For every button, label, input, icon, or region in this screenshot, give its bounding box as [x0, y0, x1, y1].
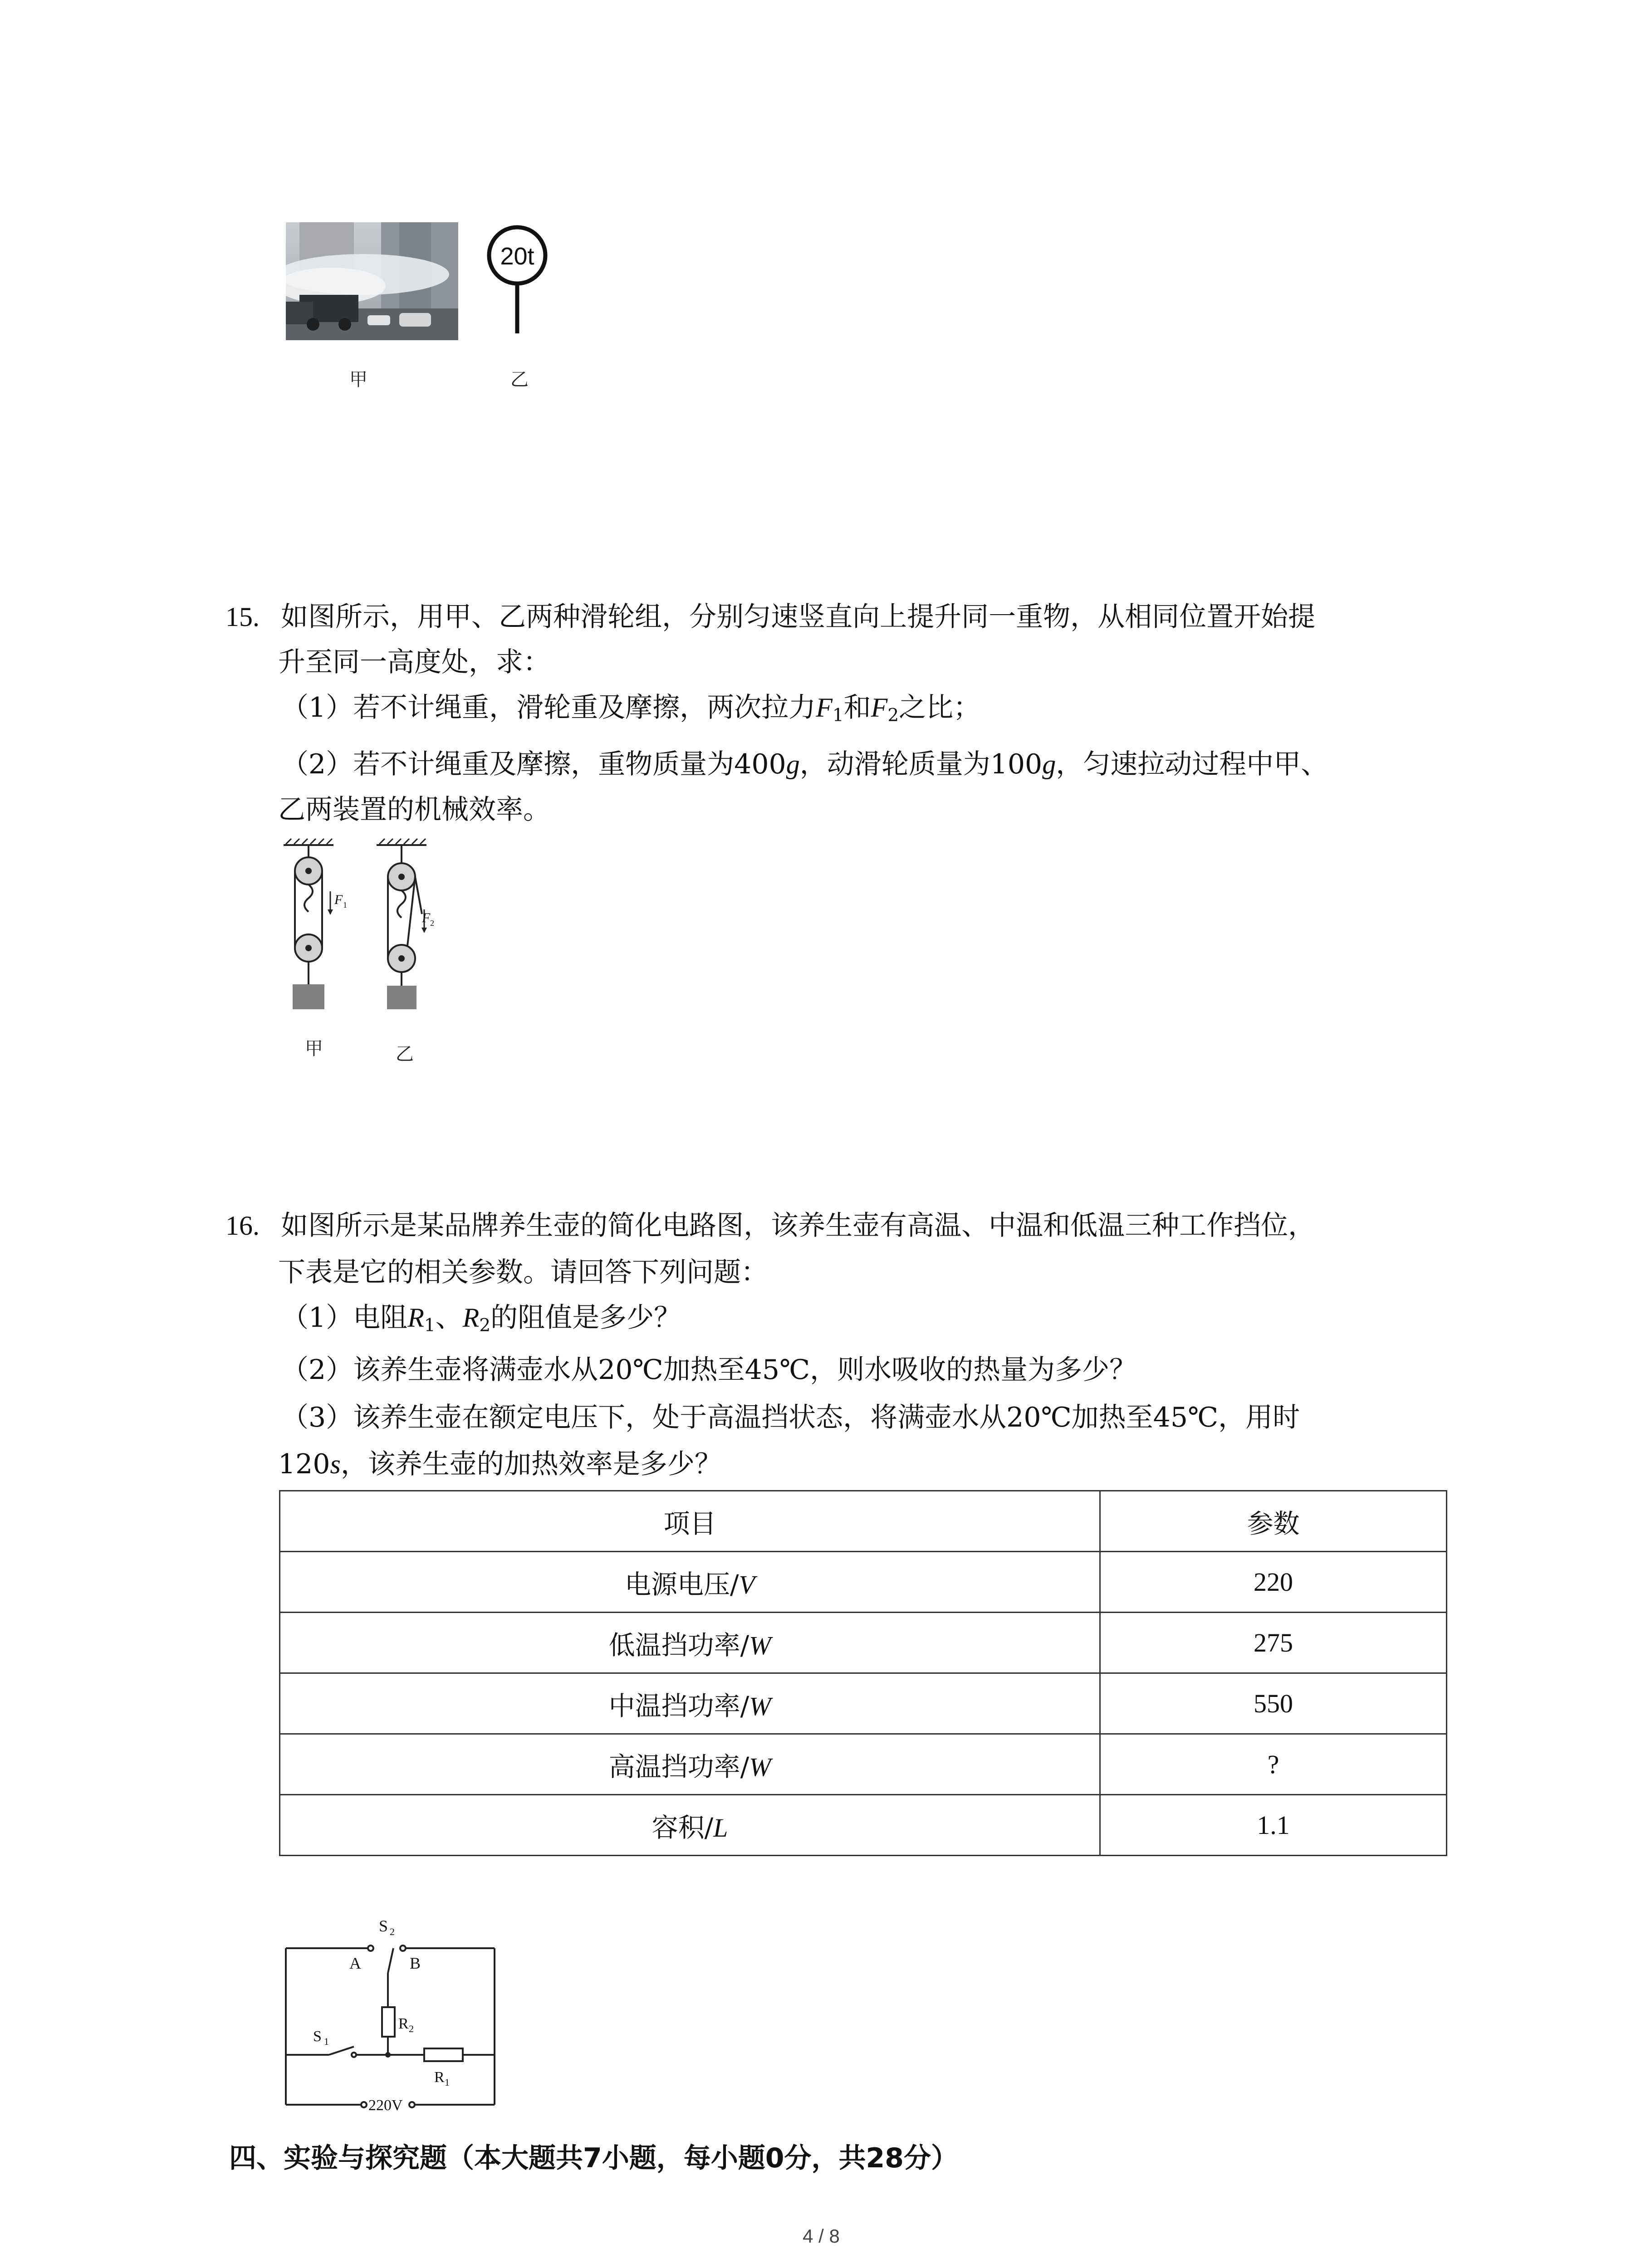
var-s: s — [330, 1449, 341, 1479]
q15-sub1-end: 之比； — [899, 692, 981, 723]
q15-stem-1: 如图所示，用甲、乙两种滑轮组，分别匀速竖直向上提升同一重物，从相同位置开始提 — [281, 601, 1316, 633]
var-F2-sub: 2 — [887, 705, 899, 726]
row-unit: W — [749, 1691, 771, 1721]
q15-sub1-text: （1）若不计绳重，滑轮重及摩擦，两次拉力 — [281, 692, 816, 723]
var-F1-sub: 1 — [832, 705, 844, 726]
table-cell-label — [280, 1613, 1100, 1673]
page-number: 4 / 8 — [803, 2225, 840, 2247]
table-row — [280, 1795, 1447, 1856]
table-row — [280, 1613, 1447, 1673]
table-cell-label — [280, 1552, 1100, 1613]
weight-limit-sign — [483, 225, 551, 336]
table-cell-label — [280, 1795, 1100, 1856]
row-unit: W — [749, 1752, 771, 1782]
var-g2: g — [1042, 749, 1056, 779]
row-unit: W — [749, 1630, 771, 1660]
q16-sub3: （3）该养生壶在额定电压下，处于高温挡状态，将满壶水从20℃加热至45℃，用时 — [281, 1402, 1300, 1433]
row-label: 容积/ — [652, 1812, 714, 1843]
var-F2: F — [871, 693, 888, 723]
row-label: 中温挡功率/ — [608, 1690, 749, 1721]
parameter-table — [279, 1490, 1447, 1856]
q15-sub1-and: 和 — [843, 692, 871, 723]
q15-sub2-line2: 乙两装置的机械效率。 — [278, 794, 550, 826]
q16-number: 16. — [225, 1211, 260, 1241]
var-g1: g — [786, 749, 800, 779]
circuit-label-B: B — [410, 1954, 421, 1972]
circuit-label-S1: S — [313, 2028, 322, 2045]
table-header-item: 项目 — [280, 1491, 1100, 1552]
table-cell-value: 1.1 — [1100, 1795, 1447, 1856]
circuit-label-S2: S — [379, 1917, 388, 1935]
fig-label-F2: F — [422, 910, 431, 925]
table-cell-value: 275 — [1100, 1613, 1447, 1673]
row-unit: V — [739, 1569, 755, 1599]
figure14-caption-left: 甲 — [349, 369, 367, 390]
q16-line1 — [225, 1210, 1316, 1242]
table-cell-label — [280, 1673, 1100, 1734]
row-label: 高温挡功率/ — [608, 1751, 749, 1782]
q15-sub1 — [281, 694, 980, 724]
photo-truck-graphic — [286, 222, 458, 340]
section-heading: 四、实验与探究题（本大题共7小题，每小题0分，共28分） — [229, 2142, 958, 2174]
table-cell-value: 220 — [1100, 1552, 1447, 1613]
circuit-diagram — [274, 1905, 510, 2118]
q16-sub1-text: （1）电阻 — [281, 1302, 408, 1334]
circuit-label-S1-sub: 1 — [324, 2036, 329, 2047]
fig-label-F1-sub: 1 — [343, 900, 347, 909]
circuit-label-R1: R — [434, 2069, 445, 2086]
q16-sub2: （2）该养生壶将满壶水从20℃加热至45℃，则水吸收的热量为多少？ — [281, 1354, 1137, 1386]
var-R2: R — [462, 1303, 480, 1333]
q16-sub1 — [281, 1304, 681, 1334]
pulley-set-jia — [293, 845, 347, 1009]
circuit-label-R2: R — [398, 2015, 409, 2032]
var-F1: F — [816, 693, 833, 723]
table-cell-value: 550 — [1100, 1673, 1447, 1734]
circuit-graphic — [274, 1905, 510, 2118]
q15-fig-caption-right: 乙 — [396, 1044, 414, 1065]
var-R1-sub: 1 — [424, 1315, 436, 1336]
fig-label-F2-sub: 2 — [430, 919, 434, 928]
crane-sign — [483, 225, 551, 336]
table-row — [280, 1734, 1447, 1795]
row-unit: L — [713, 1813, 728, 1843]
var-R2-sub: 2 — [479, 1315, 491, 1336]
table-row — [280, 1552, 1447, 1613]
q16-sub3-line2 — [278, 1448, 722, 1480]
q16-sub1-end: 的阻值是多少？ — [490, 1302, 681, 1334]
circuit-label-voltage: 220V — [368, 2097, 403, 2114]
circuit-label-R1-sub: 1 — [445, 2077, 450, 2088]
q16-sub1-sep: 、 — [435, 1302, 463, 1334]
q16-time-value: 120 — [278, 1448, 330, 1480]
table-cell-value: ? — [1100, 1734, 1447, 1795]
q15-line2: 升至同一高度处，求： — [278, 646, 550, 678]
q16-line2: 下表是它的相关参数。请回答下列问题： — [278, 1256, 768, 1288]
q15-number: 15. — [225, 602, 260, 632]
var-R1: R — [407, 1303, 424, 1333]
circuit-label-R2-sub: 2 — [409, 2023, 414, 2034]
photo-truck — [286, 222, 458, 340]
q15-fig-caption-left: 甲 — [305, 1038, 323, 1059]
q15-sub2-text-a: （2）若不计绳重及摩擦，重物质量为400 — [281, 748, 786, 780]
table-header-param: 参数 — [1100, 1491, 1447, 1552]
q16-sub3-end: ，该养生壶的加热效率是多少？ — [340, 1448, 722, 1480]
figure14-caption-right: 乙 — [510, 369, 529, 390]
q15-sub2 — [281, 748, 1328, 780]
sign-text: 20t — [500, 243, 534, 270]
q15-sub2-text-b: ，动滑轮质量为100 — [799, 748, 1043, 780]
q15-line1 — [225, 603, 1315, 631]
row-label: 电源电压/ — [625, 1569, 739, 1600]
table-header-row — [280, 1491, 1447, 1552]
circuit-label-A: A — [349, 1954, 361, 1972]
table-row — [280, 1673, 1447, 1734]
row-label: 低温挡功率/ — [608, 1629, 749, 1661]
pulley-set-yi — [387, 845, 434, 1009]
q15-sub2-text-c: ，匀速拉动过程中甲、 — [1056, 748, 1328, 780]
pulley-diagram — [272, 837, 490, 1027]
table-cell-label — [280, 1734, 1100, 1795]
pulley-figure — [272, 837, 490, 1027]
q16-stem-1: 如图所示是某品牌养生壶的简化电路图，该养生壶有高温、中温和低温三种工作挡位， — [281, 1210, 1316, 1242]
circuit-label-S2-sub: 2 — [390, 1926, 395, 1937]
fig-label-F1: F — [334, 892, 343, 907]
